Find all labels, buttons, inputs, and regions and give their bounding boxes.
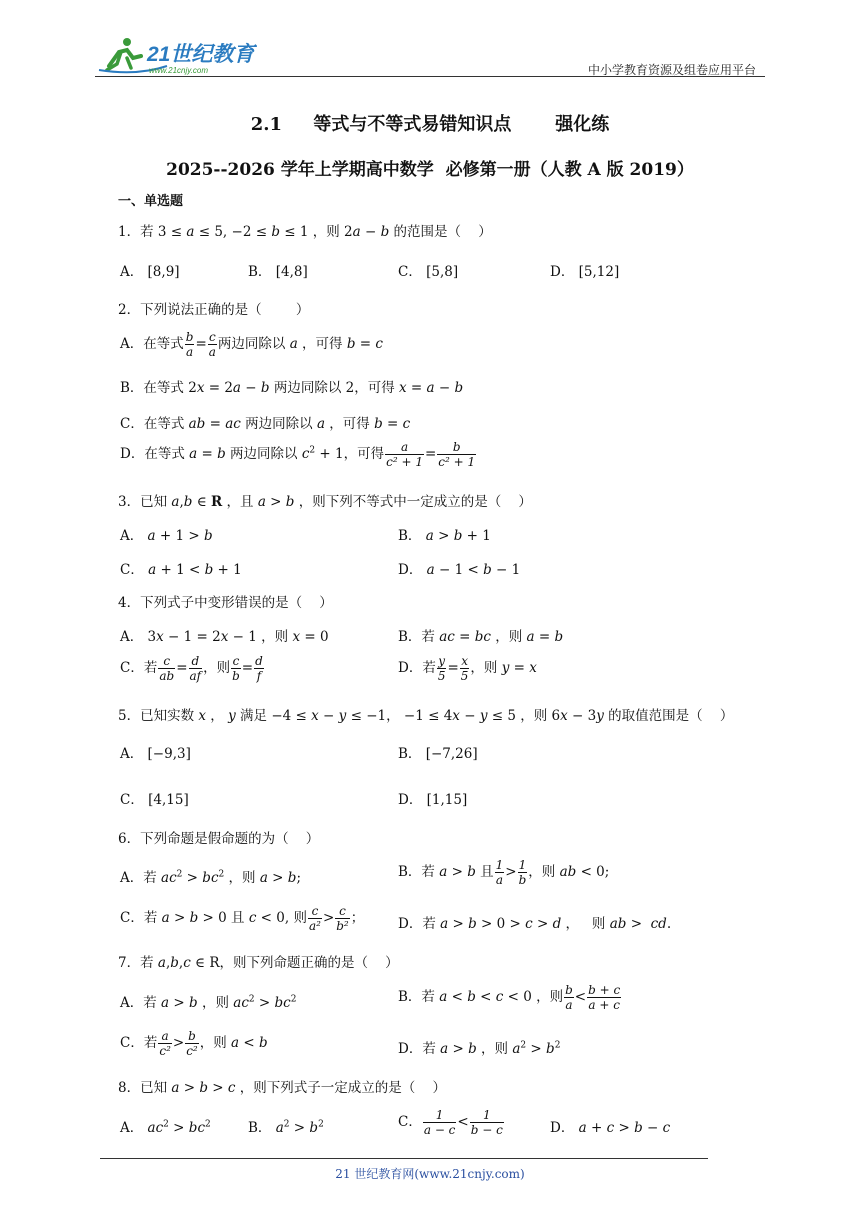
q2-option-d[interactable]: D．在等式 a = b 两边同除以 $c^2 + 1$，可得 $\frac{a}{\text{c² + 1}}$ = $\frac{b}{\text{c² + 1}}$ (120, 440, 476, 469)
q1-option-b[interactable]: B． [4,8] (248, 264, 308, 280)
q3-option-d[interactable]: D． a − 1 < b − 1 (398, 562, 521, 578)
q8-option-c[interactable]: C． $\frac{1}{a - c}$ < $\frac{1}{b - c}$ (398, 1108, 503, 1137)
logo-url: www.21cnjy.com (149, 66, 208, 75)
q2-option-b[interactable]: B．在等式 2x = 2a − b 两边同除以 2，可得 x = a − b (120, 380, 464, 396)
question-1-stem: 1．若 3 ≤ a ≤ 5, −2 ≤ b ≤ 1 ，则 2a − b 的范围是（ ） (118, 224, 492, 240)
q5-option-b[interactable]: B． [−7,26] (398, 746, 478, 762)
q5-option-c[interactable]: C． [4,15] (120, 792, 189, 808)
q1-option-d[interactable]: D． [5,12] (550, 264, 620, 280)
q7-option-d[interactable]: D．若 a > b ，则 $a^2 > b^2$ (398, 1040, 561, 1057)
question-2-stem: 2．下列说法正确的是（ ） (118, 302, 310, 318)
q4-option-a[interactable]: A． 3x − 1 = 2x − 1 ，则 x = 0 (120, 629, 329, 645)
footer-divider (100, 1158, 708, 1159)
site-logo (97, 36, 257, 76)
q8-option-b[interactable]: B． $a^2 > b^2$ (248, 1119, 324, 1136)
q4-option-b[interactable]: B．若 ac = bc ，则 a = b (398, 629, 564, 645)
header-platform-text: 中小学教育资源及组卷应用平台 (587, 63, 756, 77)
q7-option-c[interactable]: C．若 $\frac{a}{\text{c²}}$ > $\frac{b}{\text{c²}}$ ，则 a < b (120, 1029, 268, 1058)
q7-option-b[interactable]: B．若 a < b < c < 0 ，则 $\frac{b}{a}$ < $\frac{b + c}{a + c}$ (398, 983, 621, 1012)
question-4-stem: 4．下列式子中变形错误的是（ ） (118, 595, 333, 611)
q6-option-a[interactable]: A．若 $ac^2 > bc^2$ ，则 a > b; (120, 869, 302, 886)
q2-option-c[interactable]: C．在等式 ab = ac 两边同除以 a ，可得 b = c (120, 416, 411, 432)
q8-option-a[interactable]: A． $ac^2 > bc^2$ (120, 1119, 211, 1136)
q3-option-a[interactable]: A． a + 1 > b (120, 528, 213, 544)
page-subtitle: 2025--2026 学年上学期高中数学 必修第一册（人教 A 版 2019） (166, 160, 694, 180)
q1-option-a[interactable]: A． [8,9] (120, 264, 180, 280)
question-5-stem: 5．已知实数 x ， y 满足 −4 ≤ x − y ≤ −1， −1 ≤ 4x − y ≤ 5 ，则 6x − 3y 的取值范围是（ ） (118, 708, 734, 724)
footer-text[interactable]: 21 世纪教育网(www.21cnjy.com) (335, 1167, 525, 1181)
q6-option-c[interactable]: C．若 a > b > 0 且 c < 0, 则 $\frac{c}{\text{a²}}$ > $\frac{c}{\text{b²}}$ ； (120, 904, 365, 933)
question-7-stem: 7．若 a,b,c ∈ R，则下列命题正确的是（ ） (118, 955, 399, 971)
q8-option-d[interactable]: D． a + c > b − c (550, 1120, 671, 1136)
q3-option-b[interactable]: B． a > b + 1 (398, 528, 491, 544)
q3-option-c[interactable]: C． a + 1 < b + 1 (120, 562, 242, 578)
logo-text: 21世纪教育 (147, 43, 255, 66)
q7-option-a[interactable]: A．若 a > b ，则 $ac^2 > bc^2$ (120, 994, 297, 1011)
q1-option-c[interactable]: C． [5,8] (398, 264, 459, 280)
page-title: 2.1 等式与不等式易错知识点 强化练 (250, 114, 610, 135)
q6-option-d[interactable]: D．若 a > b > 0 > c > d ， 则 ab > cd. (398, 916, 672, 932)
q5-option-d[interactable]: D． [1,15] (398, 792, 468, 808)
q2-option-a[interactable]: A．在等式 $\frac{b}{a}$ = $\frac{c}{a}$ 两边同除以 a ，可得 b = c (120, 330, 383, 359)
q4-option-c[interactable]: C．若 $\frac{c}{ab}$ = $\frac{d}{af}$ ，则 $\frac{c}{b}$ = $\frac{d}{f}$ (120, 654, 263, 683)
q5-option-a[interactable]: A． [−9,3] (120, 746, 191, 762)
section-heading: 一、单选题 (118, 194, 184, 209)
question-6-stem: 6．下列命题是假命题的为（ ） (118, 831, 320, 847)
q6-option-b[interactable]: B．若 a > b 且 $\frac{1}{a}$ > $\frac{1}{b}$ ，则 ab < 0; (398, 858, 610, 887)
header-divider (95, 76, 765, 77)
question-8-stem: 8．已知 a > b > c ，则下列式子一定成立的是（ ） (118, 1080, 446, 1096)
question-3-stem: 3．已知 a,b ∈ R ，且 a > b ，则下列不等式中一定成立的是（ ） (118, 494, 532, 510)
q4-option-d[interactable]: D．若 $\frac{y}{5}$ = $\frac{x}{5}$ ，则 y = x (398, 654, 537, 683)
